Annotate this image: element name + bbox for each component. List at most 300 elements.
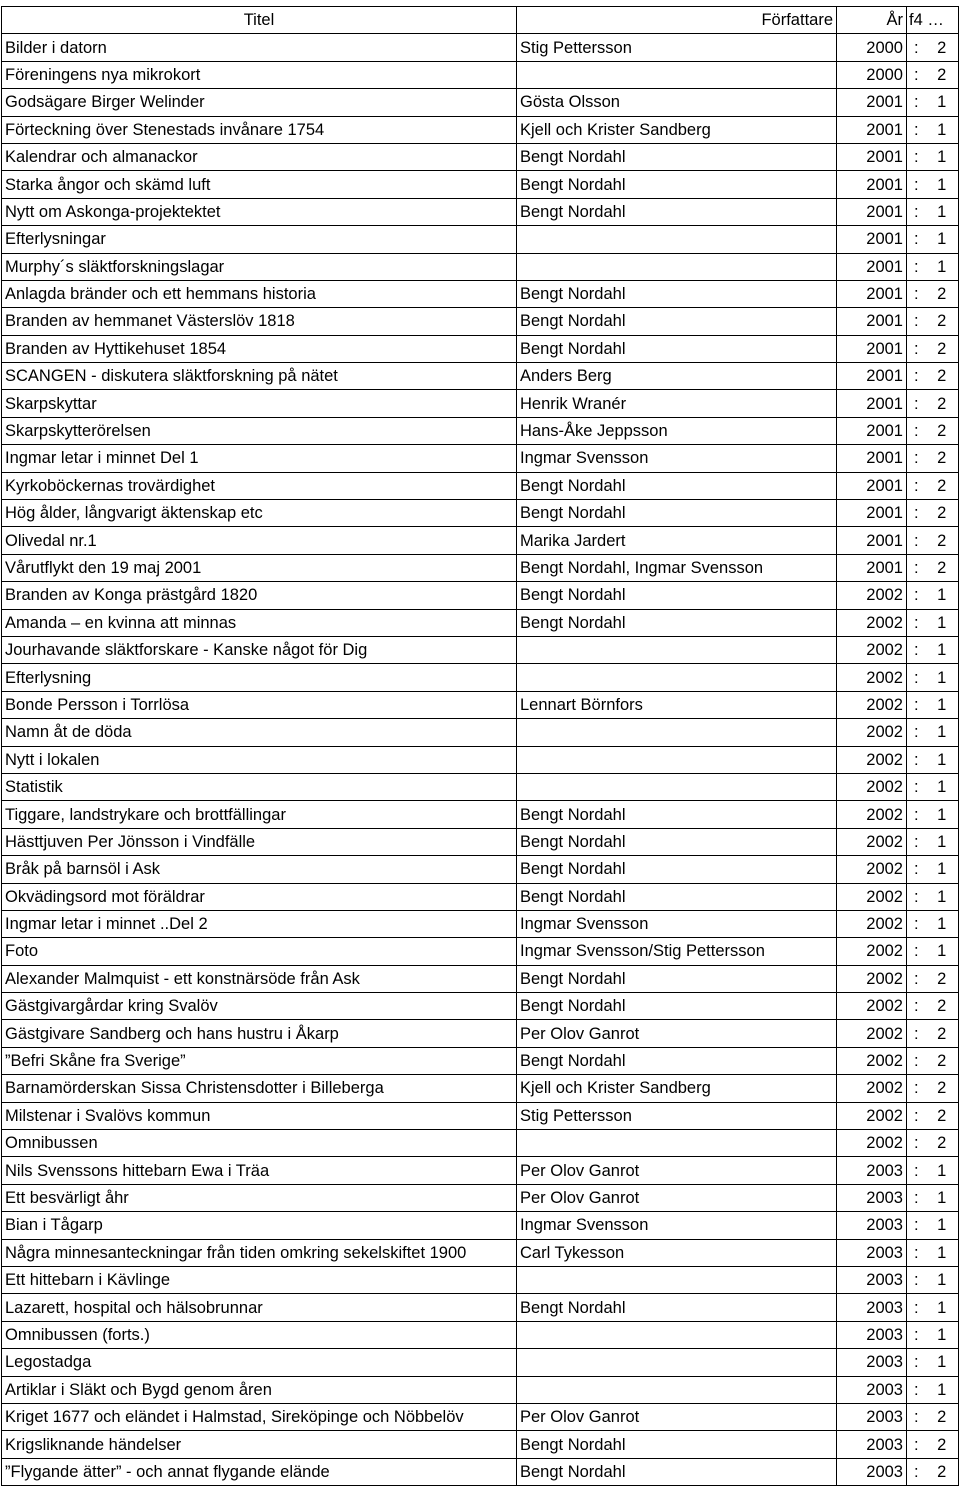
table-row [2,445,959,472]
table-body [2,34,959,1486]
cell-separator: : [907,171,926,198]
cell-title: ”Flygande ätter” - och annat flygande elände [2,1458,517,1485]
cell-separator: : [907,417,926,444]
cell-year: 2001 [837,89,907,116]
cell-year: 2001 [837,335,907,362]
cell-year: 2002 [837,856,907,883]
cell-issue-number: 1 [926,910,959,937]
cell-year: 2002 [837,801,907,828]
table-row [2,719,959,746]
cell-author: Stig Pettersson [517,1102,837,1129]
cell-separator: : [907,1102,926,1129]
cell-separator: : [907,554,926,581]
articles-table [1,6,959,1486]
cell-title: Starka ångor och skämd luft [2,171,517,198]
cell-title: Anlagda bränder och ett hemmans historia [2,280,517,307]
table-row [2,143,959,170]
cell-issue-number: 2 [926,554,959,581]
table-row [2,1020,959,1047]
cell-title: Efterlysning [2,664,517,691]
table-row [2,1266,959,1293]
cell-separator: : [907,116,926,143]
cell-author: Anders Berg [517,363,837,390]
cell-author: Gösta Olsson [517,89,837,116]
table-row [2,1458,959,1485]
cell-issue-number: 2 [926,417,959,444]
column-header-title: Titel [2,7,517,34]
cell-title: Barnamörderskan Sissa Christensdotter i Billeberga [2,1075,517,1102]
cell-year: 2002 [837,993,907,1020]
table-row [2,609,959,636]
cell-title: Omnibussen [2,1130,517,1157]
cell-year: 2002 [837,1075,907,1102]
cell-year: 2002 [837,910,907,937]
cell-year: 2000 [837,34,907,61]
cell-title: Hästtjuven Per Jönsson i Vindfälle [2,828,517,855]
table-row [2,280,959,307]
cell-author [517,1266,837,1293]
cell-author: Stig Pettersson [517,34,837,61]
table-row [2,1239,959,1266]
cell-issue-number: 2 [926,308,959,335]
cell-separator: : [907,1212,926,1239]
cell-issue-number: 1 [926,773,959,800]
cell-title: SCANGEN - diskutera släktforskning på nätet [2,363,517,390]
cell-author [517,1321,837,1348]
table-row [2,363,959,390]
cell-year: 2001 [837,445,907,472]
cell-issue-number: 2 [926,34,959,61]
cell-year: 2002 [837,938,907,965]
cell-year: 2001 [837,472,907,499]
cell-year: 2001 [837,143,907,170]
cell-issue-number: 1 [926,1239,959,1266]
table-row [2,1047,959,1074]
cell-title: Milstenar i Svalövs kommun [2,1102,517,1129]
cell-issue-number: 1 [926,1294,959,1321]
cell-author [517,226,837,253]
cell-year: 2001 [837,390,907,417]
cell-author: Carl Tykesson [517,1239,837,1266]
cell-author: Lennart Börnfors [517,691,837,718]
cell-separator: : [907,1266,926,1293]
cell-issue-number: 2 [926,445,959,472]
cell-title: Ett hittebarn i Kävlinge [2,1266,517,1293]
cell-separator: : [907,1239,926,1266]
table-row [2,938,959,965]
cell-author: Bengt Nordahl [517,198,837,225]
cell-separator: : [907,308,926,335]
cell-issue-number: 1 [926,89,959,116]
cell-year: 2002 [837,773,907,800]
cell-issue-number: 1 [926,198,959,225]
cell-title: Amanda – en kvinna att minnas [2,609,517,636]
table-row [2,856,959,883]
cell-title: Krigsliknande händelser [2,1431,517,1458]
cell-title: Lazarett, hospital och hälsobrunnar [2,1294,517,1321]
cell-issue-number: 2 [926,363,959,390]
cell-separator: : [907,1294,926,1321]
cell-separator: : [907,1047,926,1074]
cell-author: Bengt Nordahl [517,582,837,609]
table-row [2,746,959,773]
table-row [2,472,959,499]
cell-title: Nytt i lokalen [2,746,517,773]
table-row [2,883,959,910]
cell-author: Bengt Nordahl [517,280,837,307]
cell-author [517,719,837,746]
cell-issue-number: 1 [926,746,959,773]
cell-author: Hans-Åke Jeppsson [517,417,837,444]
cell-author: Per Olov Ganrot [517,1157,837,1184]
cell-title: Efterlysningar [2,226,517,253]
cell-separator: : [907,1431,926,1458]
cell-year: 2003 [837,1157,907,1184]
cell-author: Bengt Nordahl [517,856,837,883]
cell-separator: : [907,883,926,910]
cell-year: 2002 [837,883,907,910]
cell-author: Bengt Nordahl [517,143,837,170]
cell-issue-number: 1 [926,801,959,828]
cell-year: 2002 [837,1102,907,1129]
cell-year: 2002 [837,636,907,663]
cell-issue-number: 1 [926,116,959,143]
cell-year: 2002 [837,746,907,773]
cell-year: 2001 [837,554,907,581]
cell-title: ”Befri Skåne fra Sverige” [2,1047,517,1074]
cell-issue-number: 1 [926,1321,959,1348]
cell-title: Foto [2,938,517,965]
table-row [2,582,959,609]
cell-separator: : [907,280,926,307]
cell-year: 2002 [837,965,907,992]
cell-author: Bengt Nordahl [517,609,837,636]
cell-title: Förteckning över Stenestads invånare 1754 [2,116,517,143]
cell-issue-number: 2 [926,1020,959,1047]
table-row [2,1157,959,1184]
cell-issue-number: 1 [926,143,959,170]
table-row [2,1075,959,1102]
cell-author: Per Olov Ganrot [517,1020,837,1047]
cell-year: 2002 [837,719,907,746]
table-row [2,1294,959,1321]
cell-separator: : [907,1184,926,1211]
cell-title: Kyrkoböckernas trovärdighet [2,472,517,499]
cell-year: 2001 [837,226,907,253]
cell-separator: : [907,801,926,828]
table-row [2,34,959,61]
cell-issue-number: 2 [926,1075,959,1102]
cell-title: Jourhavande släktforskare - Kanske något för Dig [2,636,517,663]
cell-author: Bengt Nordahl [517,335,837,362]
cell-issue-number: 2 [926,61,959,88]
cell-year: 2002 [837,582,907,609]
cell-title: Vårutflykt den 19 maj 2001 [2,554,517,581]
cell-issue-number: 1 [926,664,959,691]
table-row [2,116,959,143]
table-row [2,198,959,225]
cell-title: Olivedal nr.1 [2,527,517,554]
cell-separator: : [907,390,926,417]
cell-issue-number: 2 [926,500,959,527]
cell-issue-number: 2 [926,472,959,499]
table-row [2,226,959,253]
cell-title: Okvädingsord mot föräldrar [2,883,517,910]
table-row [2,1212,959,1239]
cell-author [517,61,837,88]
cell-year: 2001 [837,171,907,198]
cell-author: Kjell och Krister Sandberg [517,1075,837,1102]
cell-year: 2003 [837,1184,907,1211]
cell-title: Hög ålder, långvarigt äktenskap etc [2,500,517,527]
cell-author: Bengt Nordahl [517,993,837,1020]
cell-separator: : [907,198,926,225]
cell-issue-number: 1 [926,1266,959,1293]
cell-title: Artiklar i Släkt och Bygd genom åren [2,1376,517,1403]
cell-author: Bengt Nordahl [517,965,837,992]
cell-title: Murphy´s släktforskningslagar [2,253,517,280]
cell-issue-number: 2 [926,1102,959,1129]
cell-year: 2001 [837,363,907,390]
cell-title: Branden av Hyttikehuset 1854 [2,335,517,362]
cell-author [517,773,837,800]
cell-separator: : [907,691,926,718]
cell-title: Statistik [2,773,517,800]
cell-year: 2001 [837,308,907,335]
cell-author: Ingmar Svensson [517,910,837,937]
table-row [2,1184,959,1211]
cell-year: 2000 [837,61,907,88]
cell-issue-number: 1 [926,171,959,198]
cell-separator: : [907,226,926,253]
table-row [2,1130,959,1157]
cell-year: 2003 [837,1349,907,1376]
cell-separator: : [907,636,926,663]
cell-title: Branden av Konga prästgård 1820 [2,582,517,609]
cell-title: Branden av hemmanet Västerslöv 1818 [2,308,517,335]
cell-separator: : [907,910,926,937]
cell-year: 2003 [837,1266,907,1293]
cell-separator: : [907,1349,926,1376]
cell-author: Ingmar Svensson [517,1212,837,1239]
cell-separator: : [907,472,926,499]
cell-separator: : [907,719,926,746]
table-row [2,1349,959,1376]
cell-year: 2003 [837,1458,907,1485]
cell-year: 2001 [837,198,907,225]
cell-separator: : [907,856,926,883]
cell-issue-number: 1 [926,883,959,910]
cell-author: Henrik Wranér [517,390,837,417]
cell-separator: : [907,34,926,61]
cell-author: Bengt Nordahl [517,1047,837,1074]
column-header-f4: f4 … [907,7,959,34]
table-row [2,773,959,800]
cell-issue-number: 1 [926,636,959,663]
cell-title: Bonde Persson i Torrlösa [2,691,517,718]
cell-author [517,636,837,663]
cell-title: Några minnesanteckningar från tiden omkring sekelskiftet 1900 [2,1239,517,1266]
table-row [2,1403,959,1430]
table-row [2,89,959,116]
cell-author: Bengt Nordahl [517,883,837,910]
cell-separator: : [907,61,926,88]
cell-separator: : [907,335,926,362]
cell-issue-number: 2 [926,1458,959,1485]
cell-title: Legostadga [2,1349,517,1376]
table-row [2,253,959,280]
cell-issue-number: 1 [926,609,959,636]
cell-author: Ingmar Svensson [517,445,837,472]
cell-issue-number: 1 [926,1157,959,1184]
cell-year: 2003 [837,1431,907,1458]
table-row [2,1431,959,1458]
cell-issue-number: 2 [926,1130,959,1157]
table-row [2,500,959,527]
cell-title: Ett besvärligt åhr [2,1184,517,1211]
cell-title: Föreningens nya mikrokort [2,61,517,88]
cell-separator: : [907,938,926,965]
cell-author: Bengt Nordahl [517,1294,837,1321]
cell-separator: : [907,1020,926,1047]
table-row [2,417,959,444]
cell-separator: : [907,993,926,1020]
table-row [2,308,959,335]
cell-issue-number: 1 [926,1212,959,1239]
cell-year: 2001 [837,280,907,307]
cell-issue-number: 1 [926,691,959,718]
cell-separator: : [907,609,926,636]
cell-separator: : [907,1075,926,1102]
cell-author [517,746,837,773]
table-row [2,1376,959,1403]
cell-separator: : [907,1403,926,1430]
cell-issue-number: 1 [926,253,959,280]
cell-title: Ingmar letar i minnet ..Del 2 [2,910,517,937]
cell-title: Omnibussen (forts.) [2,1321,517,1348]
table-row [2,527,959,554]
cell-issue-number: 1 [926,1376,959,1403]
cell-author: Per Olov Ganrot [517,1184,837,1211]
table-row [2,691,959,718]
cell-issue-number: 2 [926,335,959,362]
cell-issue-number: 2 [926,527,959,554]
cell-author [517,1130,837,1157]
table-row [2,801,959,828]
cell-title: Nytt om Askonga-projektektet [2,198,517,225]
cell-author: Per Olov Ganrot [517,1403,837,1430]
table-row [2,993,959,1020]
cell-year: 2002 [837,609,907,636]
cell-title: Skarpskytterörelsen [2,417,517,444]
cell-author: Marika Jardert [517,527,837,554]
cell-issue-number: 2 [926,1431,959,1458]
cell-year: 2003 [837,1376,907,1403]
table-row [2,554,959,581]
cell-separator: : [907,828,926,855]
column-header-year: År [837,7,907,34]
cell-separator: : [907,143,926,170]
cell-separator: : [907,253,926,280]
header-row [2,7,959,34]
table-row [2,828,959,855]
cell-separator: : [907,363,926,390]
cell-issue-number: 1 [926,938,959,965]
cell-title: Tiggare, landstrykare och brottfällingar [2,801,517,828]
cell-author: Bengt Nordahl [517,472,837,499]
cell-issue-number: 1 [926,1349,959,1376]
cell-issue-number: 2 [926,390,959,417]
table-row [2,171,959,198]
cell-author [517,664,837,691]
cell-author: Bengt Nordahl [517,828,837,855]
cell-separator: : [907,1376,926,1403]
cell-year: 2002 [837,1047,907,1074]
cell-year: 2001 [837,417,907,444]
cell-author [517,1376,837,1403]
cell-title: Alexander Malmquist - ett konstnärsöde från Ask [2,965,517,992]
cell-year: 2001 [837,253,907,280]
cell-year: 2003 [837,1239,907,1266]
cell-year: 2002 [837,691,907,718]
cell-title: Bråk på barnsöl i Ask [2,856,517,883]
table-row [2,910,959,937]
cell-author: Bengt Nordahl [517,1458,837,1485]
cell-issue-number: 2 [926,1403,959,1430]
cell-author: Kjell och Krister Sandberg [517,116,837,143]
cell-author [517,253,837,280]
cell-author: Ingmar Svensson/Stig Pettersson [517,938,837,965]
table-row [2,664,959,691]
cell-separator: : [907,746,926,773]
cell-title: Bian i Tågarp [2,1212,517,1239]
column-header-author: Författare [517,7,837,34]
table-row [2,1321,959,1348]
cell-year: 2003 [837,1294,907,1321]
cell-issue-number: 2 [926,965,959,992]
cell-separator: : [907,500,926,527]
cell-year: 2002 [837,828,907,855]
cell-year: 2001 [837,527,907,554]
cell-issue-number: 2 [926,993,959,1020]
cell-separator: : [907,1157,926,1184]
cell-title: Namn åt de döda [2,719,517,746]
table-row [2,1102,959,1129]
cell-issue-number: 1 [926,226,959,253]
cell-issue-number: 2 [926,1047,959,1074]
cell-author: Bengt Nordahl [517,171,837,198]
cell-title: Gästgivare Sandberg och hans hustru i Åkarp [2,1020,517,1047]
cell-year: 2002 [837,664,907,691]
cell-separator: : [907,773,926,800]
cell-issue-number: 1 [926,828,959,855]
cell-issue-number: 1 [926,856,959,883]
cell-author: Bengt Nordahl [517,500,837,527]
table-row [2,636,959,663]
cell-year: 2002 [837,1020,907,1047]
table-row [2,390,959,417]
cell-author: Bengt Nordahl, Ingmar Svensson [517,554,837,581]
cell-title: Kriget 1677 och eländet i Halmstad, Sireköpinge och Nöbbelöv [2,1403,517,1430]
table-row [2,335,959,362]
cell-issue-number: 1 [926,719,959,746]
cell-title: Bilder i datorn [2,34,517,61]
cell-year: 2001 [837,116,907,143]
cell-issue-number: 1 [926,1184,959,1211]
cell-separator: : [907,89,926,116]
cell-separator: : [907,527,926,554]
cell-year: 2001 [837,500,907,527]
